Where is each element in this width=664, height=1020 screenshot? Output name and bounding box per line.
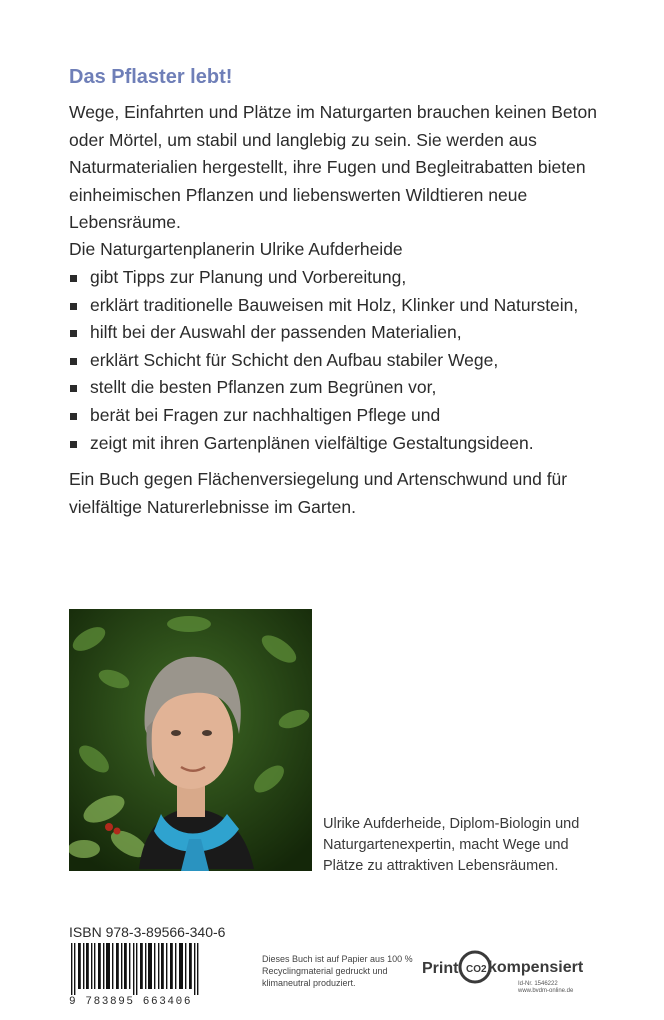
print-co2-logo: [422, 948, 592, 996]
paper-note: Dieses Buch ist auf Papier aus 100 % Recyclingmaterial gedruckt und klimaneutral produziert.: [262, 954, 413, 988]
list-item-text: erklärt traditionelle Bauweisen mit Holz, Klinker und Naturstein,: [90, 294, 579, 315]
logo-id-number: Id-Nr. 1546222: [518, 981, 558, 987]
list-item-text: hilft bei der Auswahl der passenden Materialien,: [90, 322, 462, 343]
list-item: [69, 319, 629, 347]
bullet-icon: [70, 358, 77, 365]
co2-icon-text: CO2: [466, 964, 487, 975]
barcode-graphic: [69, 943, 203, 995]
barcode: [69, 943, 203, 995]
list-item: [69, 292, 629, 320]
bullet-icon: [70, 275, 77, 282]
logo-print-text: Print: [422, 960, 459, 977]
list-item-text: stellt die besten Pflanzen zum Begrünen vor,: [90, 377, 437, 398]
photo-caption: Ulrike Aufderheide, Diplom-Biologin und Naturgartenexpertin, macht Wege und Plätze zu attraktiven Lebensräumen.: [323, 816, 580, 874]
co2-icon: [458, 950, 492, 984]
feature-list: [69, 264, 629, 457]
bullet-icon: [70, 330, 77, 337]
list-item-text: zeigt mit ihren Gartenplänen vielfältige Gestaltungsideen.: [90, 432, 534, 453]
list-item-text: berät bei Fragen zur nachhaltigen Pflege und: [90, 404, 441, 425]
logo-id: [518, 981, 573, 995]
author-portrait-image: [69, 609, 312, 871]
bullet-icon: [70, 385, 77, 392]
author-photo: [69, 609, 312, 871]
list-item-text: erklärt Schicht für Schicht den Aufbau stabiler Wege,: [90, 349, 499, 370]
bullet-icon: [70, 413, 77, 420]
list-item: [69, 402, 629, 430]
isbn-label: ISBN 978-3-89566-340-6: [69, 924, 226, 940]
list-item: [69, 430, 629, 458]
closing-paragraph: Ein Buch gegen Flächenversiegelung und Artenschwund und für vielfältige Naturerlebnisse im Garten.: [69, 469, 568, 517]
intro-paragraph: Wege, Einfahrten und Plätze im Naturgarten brauchen keinen Beton oder Mörtel, um stabil und langlebig zu sein. Sie werden aus Naturmaterialien hergestellt, ihre Fugen und Begleitrabatten bieten einheimischen Pflanzen und liebenswerten Wildtieren neue Lebensräume.: [69, 102, 597, 232]
barcode-digits: 9 783895 663406: [69, 996, 193, 1008]
lead-sentence: Die Naturgartenplanerin Ulrike Aufderheide: [69, 239, 403, 259]
heading: Das Pflaster lebt!: [69, 66, 233, 88]
logo-id-url: www.bvdm-online.de: [518, 988, 574, 994]
list-item-text: gibt Tipps zur Planung und Vorbereitung,: [90, 267, 407, 287]
bullet-icon: [70, 303, 77, 310]
list-item: [69, 347, 629, 375]
logo-kompensiert-text: kompensiert: [488, 959, 584, 976]
list-item: [69, 374, 629, 402]
list-item: [69, 264, 629, 292]
bullet-icon: [70, 441, 77, 448]
